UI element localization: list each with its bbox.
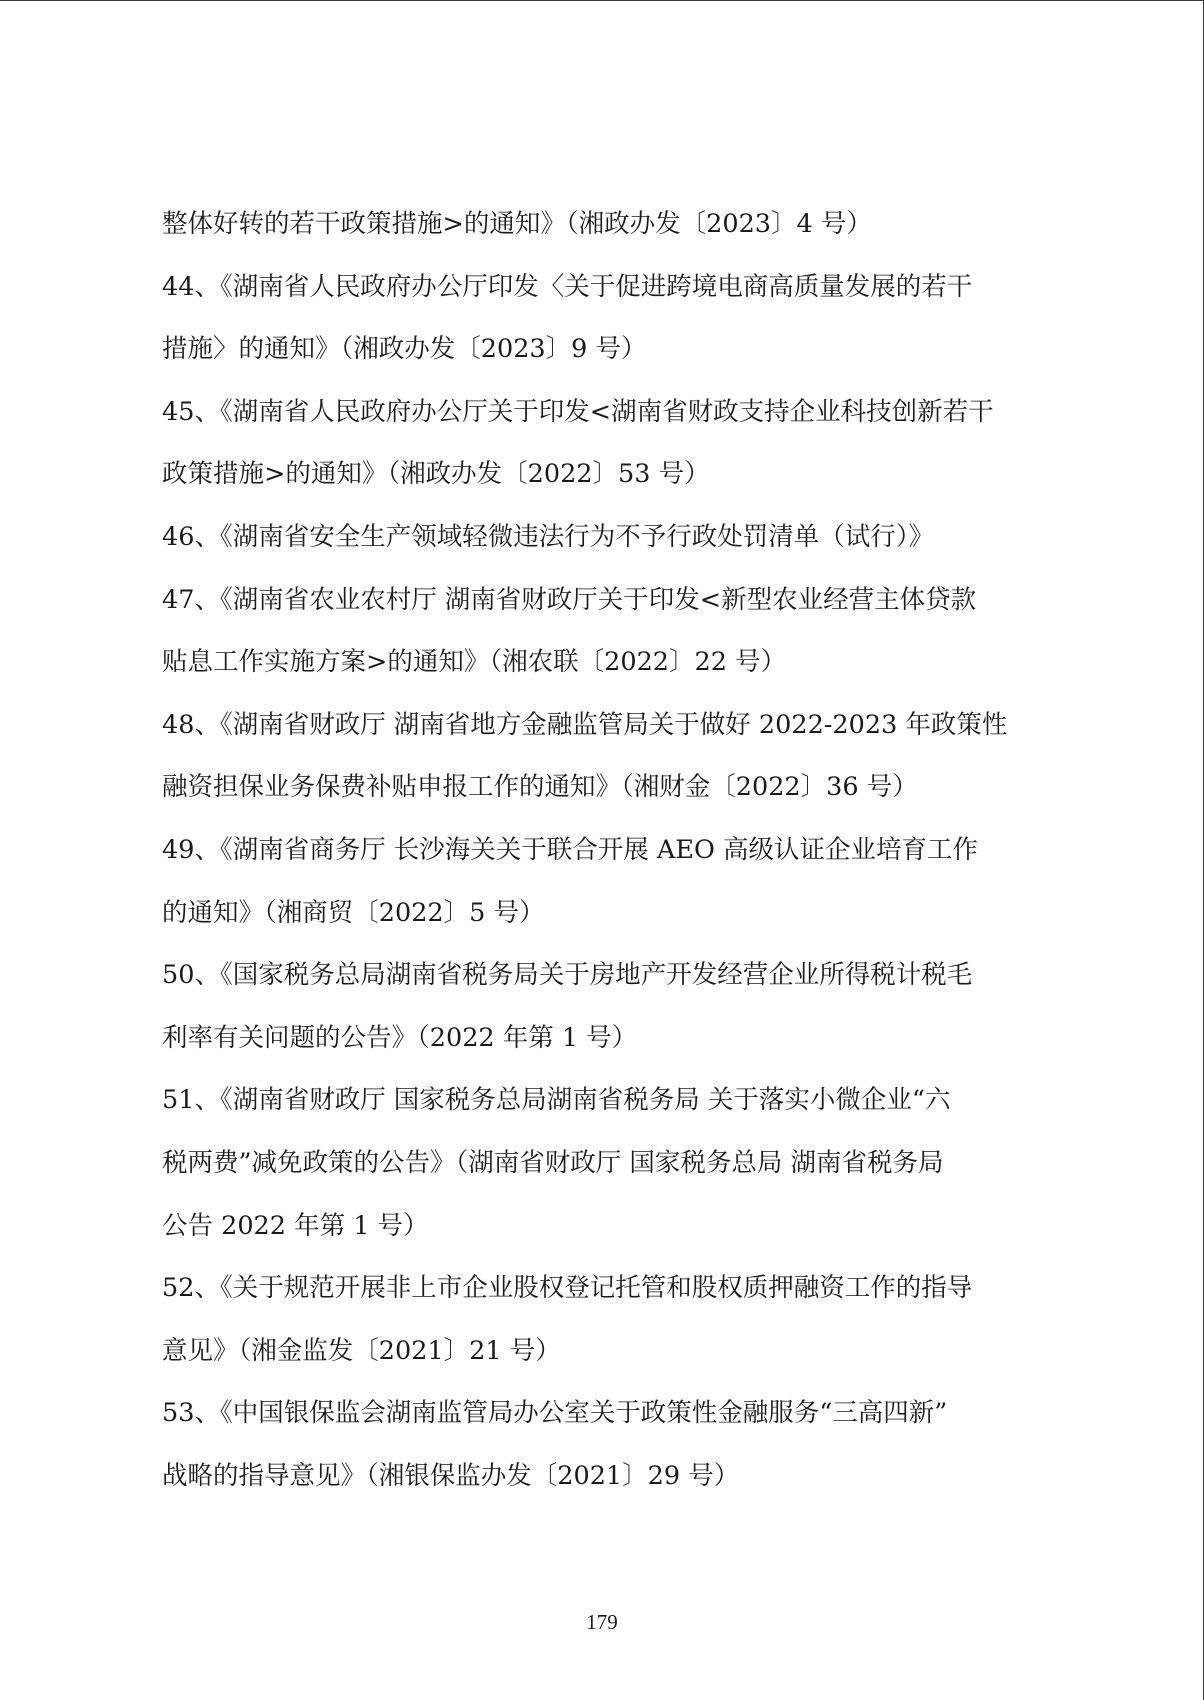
- text-line: 49、《湖南省商务厅 长沙海关关于联合开展 AEO 高级认证企业培育工作: [162, 834, 978, 865]
- text-line: 45、《湖南省人民政府办公厅关于印发<湖南省财政支持企业科技创新若干: [162, 396, 994, 427]
- text-line: 51、《湖南省财政厅 国家税务总局湖南省税务局 关于落实小微企业“六: [162, 1085, 951, 1116]
- text-line: 47、《湖南省农业农村厅 湖南省财政厅关于印发<新型农业经营主体贷款: [162, 584, 977, 615]
- text-line: 措施〉的通知》（湘政办发〔2023〕9 号）: [162, 334, 647, 365]
- text-line: 44、《湖南省人民政府办公厅印发〈关于促进跨境电商高质量发展的若干: [162, 271, 973, 302]
- text-line: 整体好转的若干政策措施>的通知》（湘政办发〔2023〕4 号）: [162, 209, 872, 239]
- text-line: 52、《关于规范开展非上市企业股权登记托管和股权质押融资工作的指导: [162, 1273, 973, 1304]
- text-line: 战略的指导意见》（湘银保监办发〔2021〕29 号）: [162, 1460, 740, 1491]
- text-line: 融资担保业务保费补贴申报工作的通知》（湘财金〔2022〕36 号）: [162, 772, 918, 803]
- text-line: 利率有关问题的公告》（2022 年第 1 号）: [162, 1022, 638, 1053]
- text-line: 税两费”减免政策的公告》（湖南省财政厅 国家税务总局 湖南省税务局: [162, 1147, 944, 1178]
- page-number: 179: [586, 1610, 618, 1634]
- document-body: [162, 193, 1062, 1507]
- text-line: 贴息工作实施方案>的通知》（湘农联〔2022〕22 号）: [162, 647, 787, 678]
- text-line: 公告 2022 年第 1 号）: [162, 1210, 429, 1241]
- text-line: 53、《中国银保监会湖南监管局办公室关于政策性金融服务“三高四新”: [162, 1398, 948, 1429]
- text-line: 48、《湖南省财政厅 湖南省地方金融监管局关于做好 2022-2023 年政策性: [162, 709, 1008, 740]
- text-line: 的通知》（湘商贸〔2022〕5 号）: [162, 897, 545, 928]
- text-line: 意见》（湘金监发〔2021〕21 号）: [162, 1335, 561, 1366]
- text-line: 50、《国家税务总局湖南省税务局关于房地产开发经营企业所得税计税毛: [162, 960, 973, 991]
- text-line: 46、《湖南省安全生产领域轻微违法行为不予行政处罚清单（试行）》: [162, 521, 934, 552]
- text-line: 政策措施>的通知》（湘政办发〔2022〕53 号）: [162, 459, 710, 490]
